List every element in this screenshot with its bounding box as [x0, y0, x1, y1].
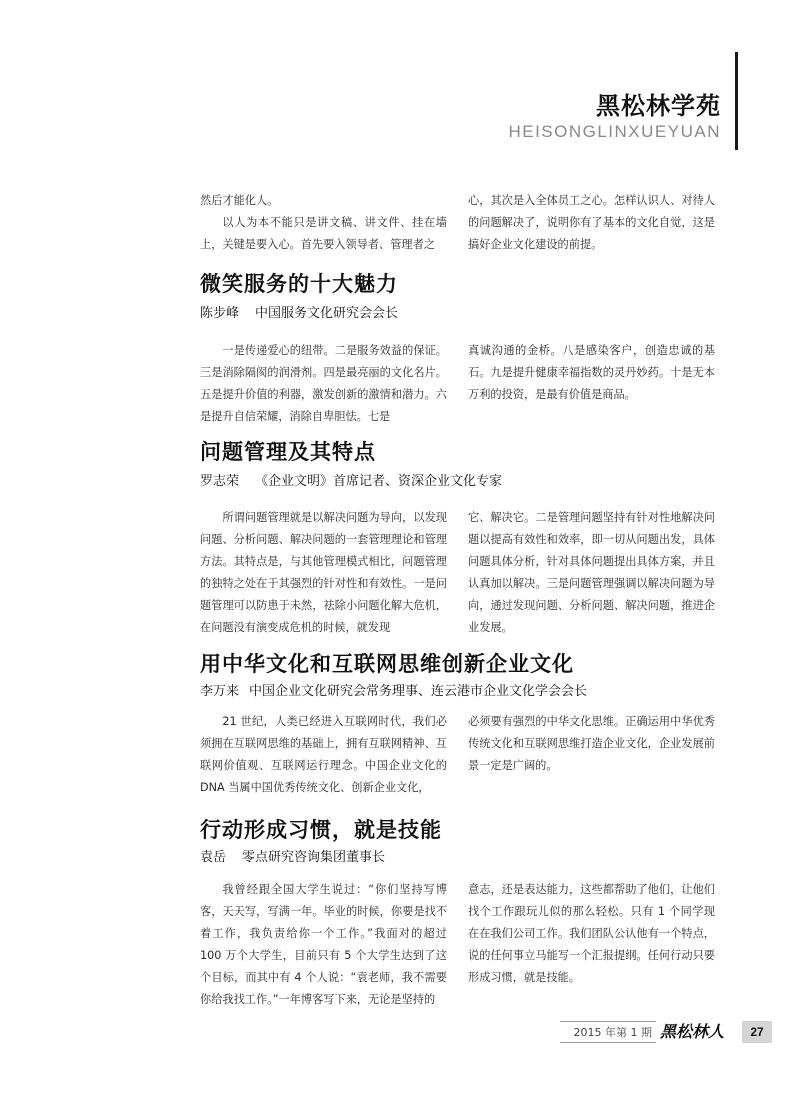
- author-role: 中国服务文化研究会会长: [255, 306, 399, 321]
- article-right-column: [468, 879, 715, 989]
- page-footer: [560, 1021, 772, 1043]
- intro-paragraph: 以人为本不能只是讲文稿、讲文件、挂在墙上，关键是要入心。首先要入领导者、管理者之: [200, 216, 447, 251]
- article-left-column: [200, 711, 447, 799]
- article-byline: [200, 302, 398, 321]
- article-paragraph: 意志，还是表达能力，这些都帮助了他们，让他们找个工作跟玩儿似的那么轻松。只有 1 个同学现在在我们公司工作。我们团队公认他有一个特点，说的任何事立马能写一个汇报提纲。任何行动只要形成习惯，就是技能。: [468, 883, 715, 984]
- article-left-column: [200, 507, 447, 639]
- masthead-title: 黑松林学苑: [596, 92, 721, 120]
- article-paragraph: 我曾经跟全国大学生说过：“你们坚持写博客，天天写，写满一年。毕业的时候，你要是找不着工作，我负责给你一个工作。”我面对的超过 100 万个大学生，目前只有 5 个大学生达到了这个目标，而其中有 4 个人说：“袁老师，我不需要你给我找工作。”一年博客写下来，无论是坚持的: [200, 883, 447, 1006]
- masthead-rule: [735, 52, 738, 150]
- article-paragraph: 真诚沟通的金桥。八是感染客户，创造忠诚的基石。九是提升健康幸福指数的灵丹妙药。十是无本万利的投资，是最有价值是商品。: [468, 344, 715, 401]
- intro-paragraph: 心，其次是入全体员工之心。怎样认识人、对待人的问题解决了，说明你有了基本的文化自觉，这是搞好企业文化建设的前提。: [468, 194, 715, 251]
- magazine-logo: 黑松林人: [660, 1022, 725, 1041]
- author-name: 袁岳: [200, 850, 227, 865]
- article-paragraph: 必须要有强烈的中华文化思维。正确运用中华优秀传统文化和互联网思维打造企业文化，企业发展前景一定是广阔的。: [468, 715, 715, 772]
- article-title: 微笑服务的十大魅力: [200, 272, 398, 296]
- article-byline: [200, 846, 385, 865]
- article-left-column: [200, 340, 447, 428]
- author-name: 罗志荣: [200, 474, 240, 489]
- author-name: 陈步峰: [200, 306, 240, 321]
- page-number: 27: [742, 1021, 772, 1043]
- article-title: 问题管理及其特点: [200, 440, 376, 464]
- article-paragraph: 21 世纪，人类已经进入互联网时代，我们必须拥在互联网思维的基础上，拥有互联网精神、互联网价值观、互联网运行理念。中国企业文化的 DNA 当属中国优秀传统文化、创新企业文化，: [200, 715, 447, 794]
- article-paragraph: 所谓问题管理就是以解决问题为导向，以发现问题、分析问题、解决问题的一套管理理论和管理方法。其特点是，与其他管理模式相比，问题管理的独特之处在于其强烈的针对性和有效性。一是问题管理可以防患于未然，祛除小问题化解大危机，在问题没有演变成危机的时候，就发现: [200, 511, 447, 634]
- masthead-subtitle: HEISONGLINXUEYUAN: [508, 122, 721, 141]
- article-byline: [200, 470, 502, 489]
- article-right-column: [468, 507, 715, 639]
- article-paragraph: 它、解决它。二是管理问题坚持有针对性地解决问题以提高有效性和效率，即一切从问题出发，具体问题具体分析，针对具体问题提出具体方案，并且认真加以解决。三是问题管理强调以解决问题为导向，通过发现问题、分析问题、解决问题，推进企业发展。: [468, 511, 715, 634]
- intro-left-column: [200, 190, 447, 256]
- author-name: 李万来: [200, 684, 240, 699]
- author-role: 《企业文明》首席记者、资深企业文化专家: [255, 474, 503, 489]
- article-right-column: [468, 711, 715, 777]
- article-right-column: [468, 340, 715, 406]
- issue-label: 2015 年第 1 期: [560, 1021, 656, 1043]
- article-title: 用中华文化和互联网思维创新企业文化: [200, 652, 574, 676]
- author-role: 中国企业文化研究会常务理事、连云港市企业文化学会会长: [249, 684, 588, 699]
- intro-right-column: [468, 190, 715, 256]
- author-role: 零点研究咨询集团董事长: [242, 850, 386, 865]
- article-left-column: [200, 879, 447, 1011]
- article-byline: [200, 680, 587, 699]
- intro-paragraph: 然后才能化人。: [200, 194, 279, 207]
- article-title: 行动形成习惯，就是技能: [200, 818, 442, 842]
- article-paragraph: 一是传递爱心的纽带。二是服务效益的保证。三是消除隔阂的润滑剂。四是最亮丽的文化名片。五是提升价值的利器，激发创新的激情和潜力。六是提升自信荣耀，消除自卑胆怯。七是: [200, 344, 447, 423]
